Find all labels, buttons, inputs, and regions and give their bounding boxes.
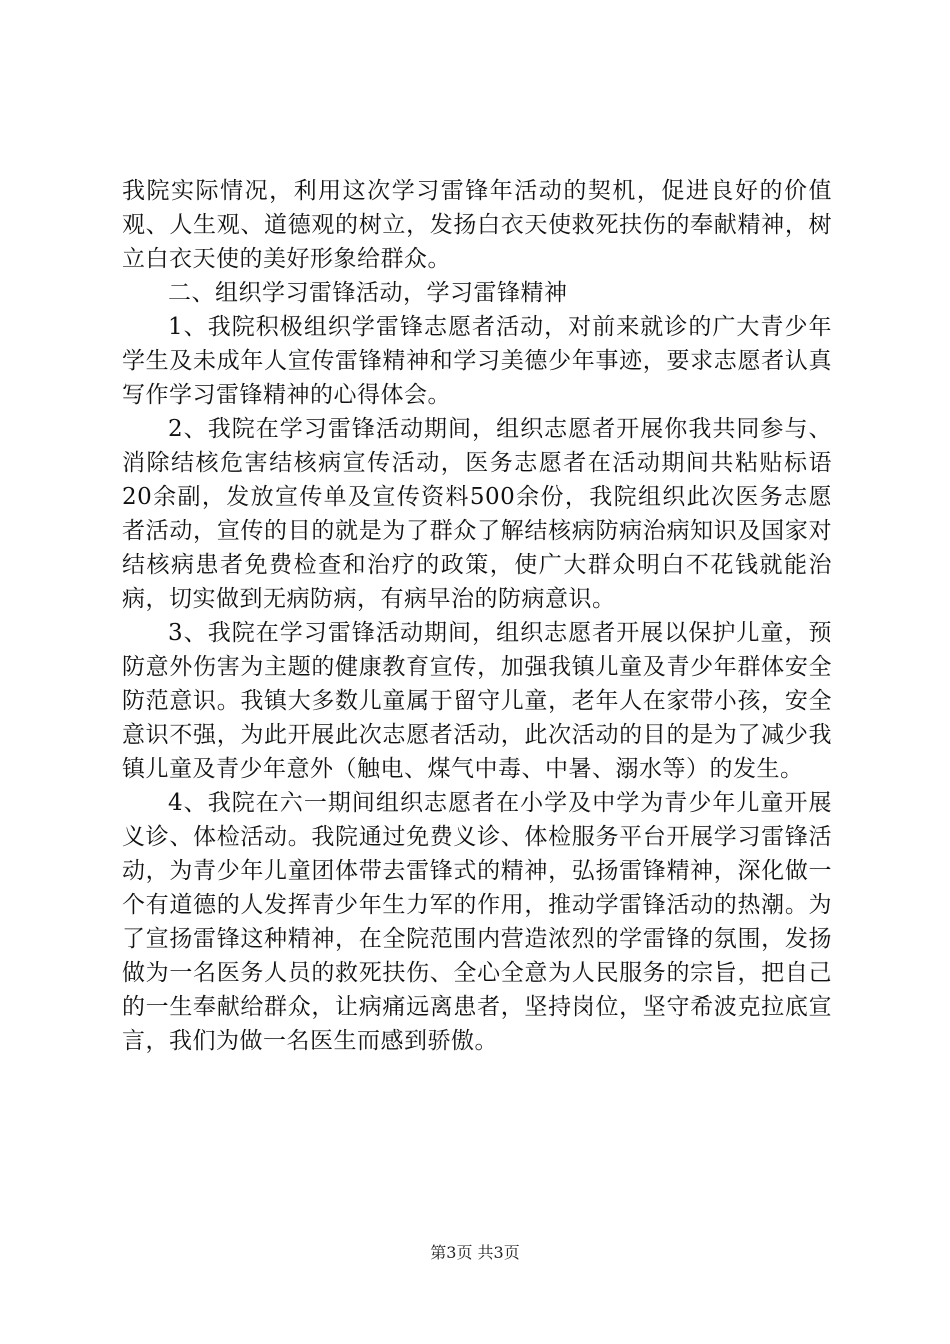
- document-body: [122, 174, 832, 1058]
- page-number-footer: 第3页 共3页: [430, 1243, 520, 1262]
- paragraph-item-1: 1、我院积极组织学雷锋志愿者活动，对前来就诊的广大青少年学生及未成年人宣传雷锋精神和学习美德少年事迹，要求志愿者认真写作学习雷锋精神的心得体会。: [122, 314, 832, 408]
- paragraph-item-4: 4、我院在六一期间组织志愿者在小学及中学为青少年儿童开展义诊、体检活动。我院通过免费义诊、体检服务平台开展学习雷锋活动，为青少年儿童团体带去雷锋式的精神，弘扬雷锋精神，深化做一个有道德的人发挥青少年生力军的作用，推动学雷锋活动的热潮。为了宣扬雷锋这种精神，在全院范围内营造浓烈的学雷锋的氛围，发扬做为一名医务人员的救死扶伤、全心全意为人民服务的宗旨，把自己的一生奉献给群众，让病痛远离患者，坚持岗位，坚守希波克拉底宣言，我们为做一名医生而感到骄傲。: [122, 790, 832, 1054]
- paragraph-1: 我院实际情况，利用这次学习雷锋年活动的契机，促进良好的价值观、人生观、道德观的树立，发扬白衣天使救死扶伤的奉献精神，树立白衣天使的美好形象给群众。: [122, 178, 832, 272]
- paragraph-item-2: 2、我院在学习雷锋活动期间，组织志愿者开展你我共同参与、消除结核危害结核病宣传活动，医务志愿者在活动期间共粘贴标语20余副，发放宣传单及宣传资料500余份，我院组织此次医务志愿者活动，宣传的目的就是为了群众了解结核病防病治病知识及国家对结核病患者免费检查和治疗的政策，使广大群众明白不花钱就能治病，切实做到无病防病，有病早治的防病意识。: [122, 416, 832, 612]
- paragraph-item-3: 3、我院在学习雷锋活动期间，组织志愿者开展以保护儿童，预防意外伤害为主题的健康教育宣传，加强我镇儿童及青少年群体安全防范意识。我镇大多数儿童属于留守儿童，老年人在家带小孩，安全意识不强，为此开展此次志愿者活动，此次活动的目的是为了减少我镇儿童及青少年意外（触电、煤气中毒、中暑、溺水等）的发生。: [122, 620, 832, 782]
- section-heading: 二、组织学习雷锋活动，学习雷锋精神: [168, 280, 568, 306]
